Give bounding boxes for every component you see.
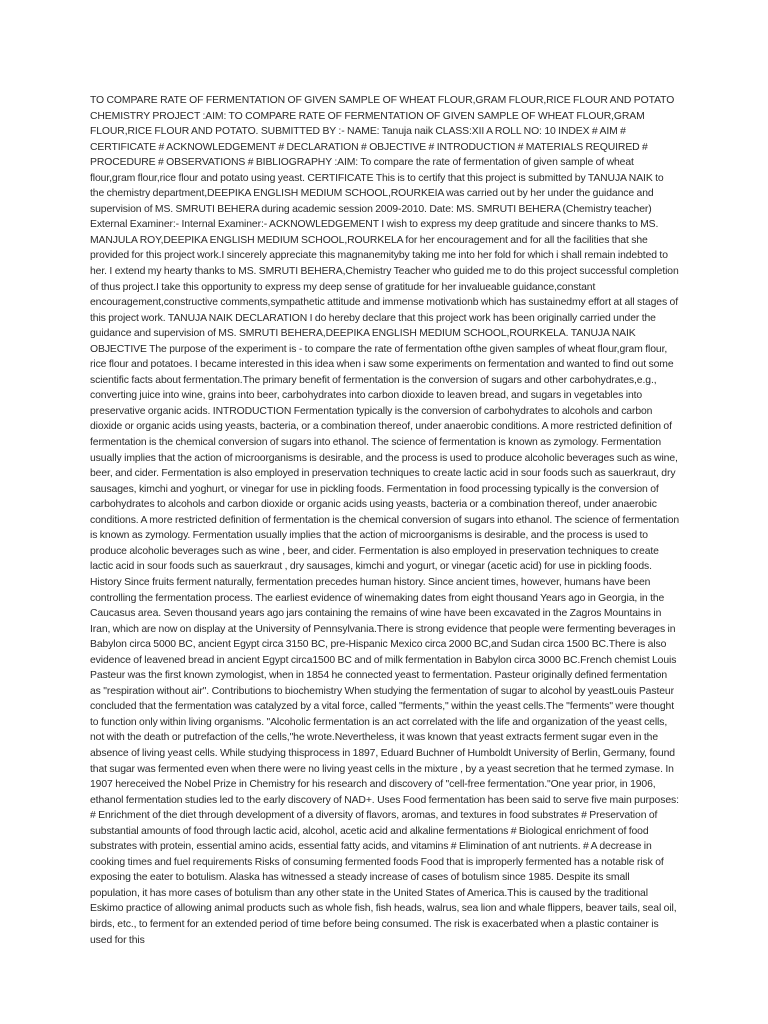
document-body-text: TO COMPARE RATE OF FERMENTATION OF GIVEN SAMPLE OF WHEAT FLOUR,GRAM FLOUR,RICE FLOUR AND POTATO CHEMISTRY PROJECT :AIM: TO COMPARE RATE OF FERMENTATION OF GIVEN SAMPLE OF WHEAT FLOUR,GRAM FLOUR,RICE FLOUR AND POTATO. SUBMITTED BY :- NAME: Tanuja naik CLASS:XII A ROLL NO: 10 INDEX # AIM # CERTIFICATE # ACKNOWLEDGEMENT # DECLARATION # OBJECTIVE # INTRODUCTION # MATERIALS REQUIRED # PROCEDURE # OBSERVATIONS # BIBLIOGRAPHY :AIM: To compare the rate of fermentation of given sample of wheat flour,gram flour,rice flour and potato using yeast. CERTIFICATE This is to certify that this project is submitted by TANUJA NAIK to the chemistry department,DEEPIKA ENGLISH MEDIUM SCHOOL,ROURKEIA was carried out by her under the guidance and supervision of MS. SMRUTI BEHERA during academic session 2009-2010. Date: MS. SMRUTI BEHERA (Chemistry teacher) External Examiner:- Internal Examiner:- ACKNOWLEDGEMENT I wish to express my deep gratitude and sincere thanks to MS. MANJULA ROY,DEEPIKA ENGLISH MEDIUM SCHOOL,ROURKELA for her encouragement and for all the facilities that she provided for this project work.I sincerely appreciate this magnanemityby taking me into her fold for which i shall remain indebted to her. I extend my hearty thanks to MS. SMRUTI BEHERA,Chemistry Teacher who guided me to do this project successful completion of thus project.I take this opportunity to express my deep sense of gratitude for her invalueable guidance,constant encouragement,constructive comments,sympathetic attitude and immense motivationb which has sustainedmy effort at all stages of this project work. TANUJA NAIK DECLARATION I do hereby declare that this project work has been originally carried under the guidance and supervision of MS. SMRUTI BEHERA,DEEPIKA ENGLISH MEDIUM SCHOOL,ROURKELA. TANUJA NAIK OBJECTIVE The purpose of the experiment is - to compare the rate of fermentation ofthe given samples of wheat flour,gram flour, rice flour and potatoes. I became interested in this idea when i saw some experiments on fermentation and wanted to find out some scientific facts about fermentation.The primary benefit of fermentation is the conversion of sugars and other carbohydrates,e.g., converting juice into wine, grains into beer, carbohydrates into carbon dioxide to leaven bread, and sugars in vegetables into preservative organic acids. INTRODUCTION Fermentation typically is the conversion of carbohydrates to alcohols and carbon dioxide or organic acids using yeasts, bacteria, or a combination thereof, under anaerobic conditions. A more restricted definition of fermentation is the chemical conversion of sugars into ethanol. The science of fermentation is known as zymology. Fermentation usually implies that the action of microorganisms is desirable, and the process is used to produce alcoholic beverages such as wine, beer, and cider. Fermentation is also employed in preservation techniques to create lactic acid in sour foods such as sauerkraut, dry sausages, kimchi and yoghurt, or vinegar for use in pickling foods. Fermentation in food processing typically is the conversion of carbohydrates to alcohols and carbon dioxide or organic acids using yeasts, bacteria or a combination thereof, under anaerobic conditions. A more restricted definition of fermentation is the chemical conversion of sugars into ethanol. The science of fermentation is known as zymology. Fermentation usually implies that the action of microorganisms is desirable, and the process is used to produce alcoholic beverages such as wine , beer, and cider. Fermentation is also employed in preservation techniques to create lactic acid in sour foods such as sauerkraut , dry sausages, kimchi and yogurt, or vinegar (acetic acid) for use in pickling foods. History Since fruits ferment naturally, fermentation precedes human history. Since ancient times, however, humans have been controlling the fermentation process. The earliest evidence of winemaking dates from eight thousand Years ago in Georgia, in the Caucasus area. Seven thousand years ago jars containing the remains of wine have been excavated in the Zagros Mountains in Iran, which are now on display at the University of Pennsylvania.There is strong evidence that people were fermenting beverages in Babylon circa 5000 BC, ancient Egypt circa 3150 BC, pre-Hispanic Mexico circa 2000 BC,and Sudan circa 1500 BC.There is also evidence of leavened bread in ancient Egypt circa1500 BC and of milk fermentation in Babylon circa 3000 BC.French chemist Louis Pasteur was the first known zymologist, when in 1854 he connected yeast to fermentation. Pasteur originally defined fermentation as "respiration without air". Contributions to biochemistry When studying the fermentation of sugar to alcohol by yeastLouis Pasteur concluded that the fermentation was catalyzed by a vital force, called "ferments," within the yeast cells.The "ferments" were thought to function only within living organisms. "Alcoholic fermentation is an act correlated with the life and organization of the yeast cells, not with the death or putrefaction of the cells,"he wrote.Nevertheless, it was known that yeast extracts ferment sugar even in the absence of living yeast cells. While studying thisprocess in 1897, Eduard Buchner of Humboldt University of Berlin, Germany, found that sugar was fermented even when there were no living yeast cells in the mixture , by a yeast secretion that he termed zymase. In 1907 hereceived the Nobel Prize in Chemistry for his research and discovery of "cell-free fermentation."One year prior, in 1906, ethanol fermentation studies led to the early discovery of NAD+. Uses Food fermentation has been said to serve five main purposes: # Enrichment of the diet through development of a diversity of flavors, aromas, and textures in food substrates # Preservation of substantial amounts of food through lactic acid, alcohol, acetic acid and alkaline fermentations # Biological enrichment of food substrates with protein, essential amino acids, essential fatty acids, and vitamins # Elimination of ant nutrients. # A decrease in cooking times and fuel requirements Risks of consuming fermented foods Food that is improperly fermented has a notable risk of exposing the eater to botulism. Alaska has witnessed a steady increase of cases of botulism since 1985. Despite its small population, it has more cases of botulism than any other state in the United States of America.This is caused by the traditional Eskimo practice of allowing animal products such as whole fish, fish heads, walrus, sea lion and whale flippers, beaver tails, seal oil, birds, etc., to ferment for an extended period of time before being consumed. The risk is exacerbated when a plastic container is used for this <box>90 95 680 946</box>
